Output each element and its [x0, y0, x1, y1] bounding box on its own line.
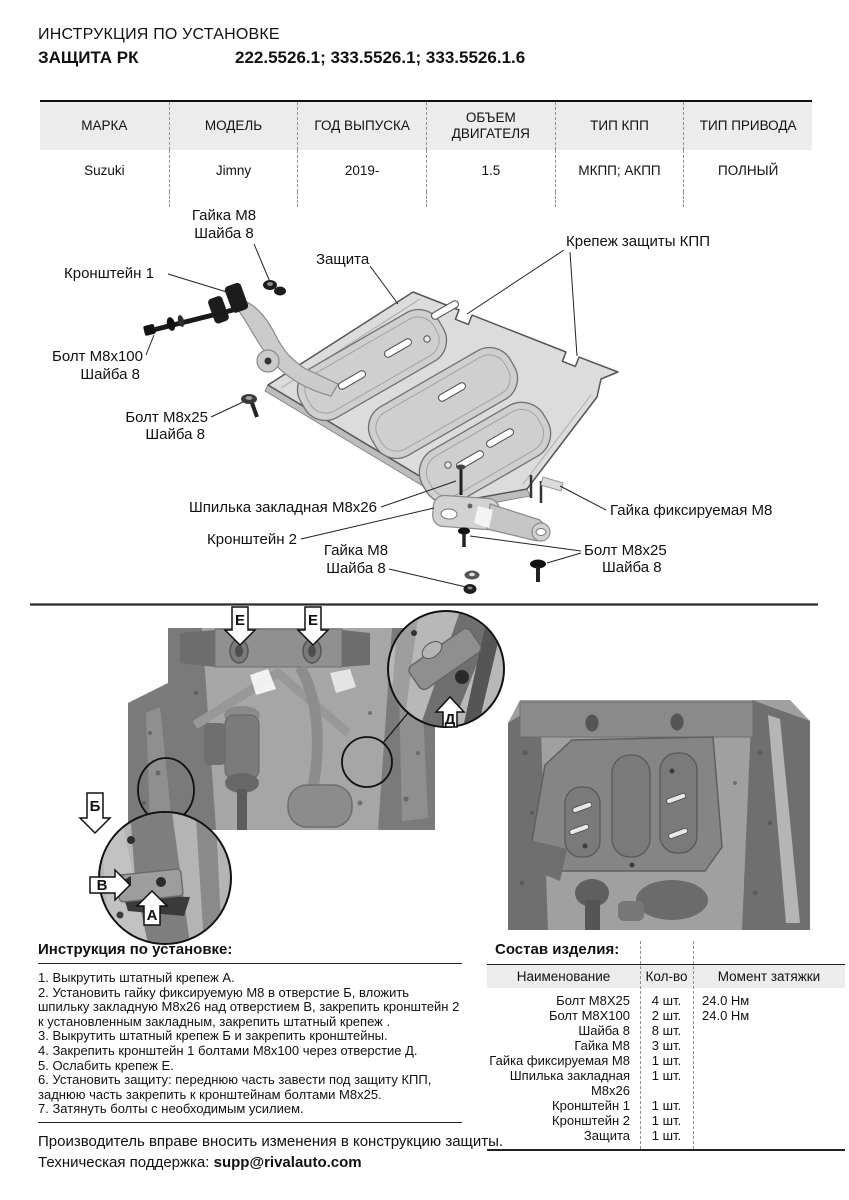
- parts-col-name: Наименование: [516, 969, 611, 984]
- instruction-step: 5. Ослабить крепеж Е.: [38, 1057, 174, 1073]
- spec-value-year: 2019-: [297, 150, 426, 192]
- installation-instructions: [38, 941, 462, 1123]
- parts-row: Кронштейн 1 1 шт.: [552, 1098, 682, 1113]
- instruction-step: 2. Установить гайку фиксируемую М8 в отверстие Б, вложить шпильку закладную М8х26 над отверстием В, закрепить кронштейн 2 к установленным закладным, закрепить штатный крепеж .: [38, 984, 460, 1029]
- instructions-steps: [38, 971, 462, 1123]
- parts-col-divider: [693, 941, 694, 1149]
- document-header: [38, 26, 525, 68]
- instruction-step: 1. Выкрутить штатный крепеж А.: [38, 970, 235, 985]
- instructions-heading: Инструкция по установке:: [38, 941, 462, 964]
- marker-b: [80, 793, 110, 833]
- label-washer-8-bottom: Шайба 8: [326, 560, 386, 577]
- parts-row: Кронштейн 2 1 шт.: [552, 1113, 682, 1128]
- parts-row: Защита 1 шт.: [583, 1128, 682, 1143]
- parts-col-divider: [640, 941, 641, 1149]
- bracket1-part: [207, 282, 338, 396]
- spec-header-brand: МАРКА: [40, 102, 169, 150]
- installation-photos: [0, 603, 849, 955]
- label-washer-8-top: Шайба 8: [194, 225, 254, 242]
- spec-data-row: [40, 150, 812, 192]
- parts-col-torque: Момент затяжки: [717, 969, 821, 984]
- instruction-step: 4. Закрепить кронштейн 1 болтами М8х100 через отверстие Д.: [38, 1042, 418, 1058]
- parts-row: Болт М8Х25 4 шт. 24.0 Нм: [556, 993, 750, 1008]
- bolt-m8x25-left-part: [241, 394, 257, 417]
- marker-v-letter: В: [96, 877, 108, 894]
- footer-disclaimer: Производитель вправе вносить изменения в конструкцию защиты.: [38, 1133, 504, 1150]
- document-footer: [38, 1131, 503, 1173]
- support-email: supp@rivalauto.com: [213, 1154, 362, 1171]
- bolt-m8x25-right-part: [530, 560, 546, 583]
- parts-list: [487, 941, 845, 1151]
- label-stud: Шпилька закладная М8х26: [189, 499, 377, 516]
- parts-rows: [487, 988, 845, 1149]
- parts-heading: Состав изделия:: [495, 941, 620, 958]
- marker-e1-letter: Е: [234, 612, 246, 629]
- part-numbers: 222.5526.1; 333.5526.1; 333.5526.1.6: [235, 48, 526, 67]
- bolt-below-bracket2-part: [458, 528, 470, 548]
- marker-e2-letter: Е: [307, 612, 319, 629]
- spec-header-drive: ТИП ПРИВОДА: [683, 102, 812, 150]
- parts-row: Шпилька закладная М8х26 1 шт.: [509, 1068, 682, 1098]
- spec-header-engine: ОБЪЕМ ДВИГАТЕЛЯ: [426, 102, 555, 150]
- parts-header-row: [487, 964, 845, 988]
- parts-row: Шайба 8 8 шт.: [578, 1023, 682, 1038]
- label-bracket2: Кронштейн 2: [207, 531, 297, 548]
- label-nut-m8-top: Гайка М8: [191, 207, 257, 224]
- spec-header-row: [40, 102, 812, 150]
- spec-value-engine: 1.5: [426, 150, 555, 192]
- fixing-nut-part: [531, 475, 563, 503]
- vehicle-spec-table: [40, 100, 812, 207]
- label-shield: Защита: [316, 251, 370, 268]
- label-kpp-mount: Крепеж защиты КПП: [566, 233, 710, 250]
- product-name: ЗАЩИТА РК: [38, 48, 139, 67]
- marker-b-letter: Б: [89, 798, 101, 815]
- label-nut-m8-bottom: Гайка М8: [323, 542, 389, 559]
- spec-value-model: Jimny: [169, 150, 298, 192]
- photo-underbody-installed: [508, 700, 810, 930]
- instruction-step: 6. Установить защиту: переднюю часть завести под защиту КПП, заднюю часть закрепить к кронштейнам болтами М8х25.: [38, 1072, 432, 1102]
- spec-value-drive: ПОЛНЫЙ: [683, 150, 812, 192]
- inset-circle-d: [388, 611, 504, 728]
- nut-washer-top-part: [263, 280, 286, 296]
- label-bracket1: Кронштейн 1: [64, 265, 154, 282]
- parts-row: Гайка фиксируемая М8 1 шт.: [489, 1053, 682, 1068]
- parts-col-qty: Кол-во: [645, 969, 688, 984]
- spec-header-year: ГОД ВЫПУСКА: [297, 102, 426, 150]
- nut-washer-bottom-part: [464, 571, 480, 595]
- bracket2-part: [432, 495, 550, 541]
- parts-row: Болт М8Х100 2 шт. 24.0 Нм: [548, 1008, 750, 1023]
- document-title: ИНСТРУКЦИЯ ПО УСТАНОВКЕ: [38, 26, 280, 43]
- inset-circle-va: [90, 812, 231, 944]
- label-bolt-m8x25-right: Болт М8х25: [584, 542, 667, 559]
- label-washer-8-left: Шайба 8: [145, 426, 205, 443]
- spec-value-brand: Suzuki: [84, 163, 125, 178]
- exploded-view-diagram: [0, 198, 849, 603]
- spec-header-gearbox: ТИП КПП: [555, 102, 684, 150]
- spec-header-model: МОДЕЛЬ: [169, 102, 298, 150]
- marker-d-letter: Д: [444, 711, 456, 728]
- label-bolt-m8x100: Болт М8х100: [51, 348, 143, 365]
- instruction-step: 3. Выкрутить штатный крепеж Б и закрепить кронштейны.: [38, 1028, 388, 1044]
- support-label: Техническая поддержка:: [38, 1154, 210, 1171]
- label-fixing-nut: Гайка фиксируемая М8: [610, 502, 773, 519]
- label-washer-8-right: Шайба 8: [602, 559, 662, 576]
- label-washer-8-b100: Шайба 8: [80, 366, 140, 383]
- label-bolt-m8x25-left: Болт М8х25: [125, 409, 208, 426]
- marker-a-letter: А: [146, 907, 158, 924]
- instruction-step: 7. Затянуть болты с необходимым усилием.: [38, 1101, 304, 1117]
- spec-value-gearbox: МКПП; АКПП: [555, 150, 684, 192]
- parts-row: Гайка М8 3 шт.: [574, 1038, 682, 1053]
